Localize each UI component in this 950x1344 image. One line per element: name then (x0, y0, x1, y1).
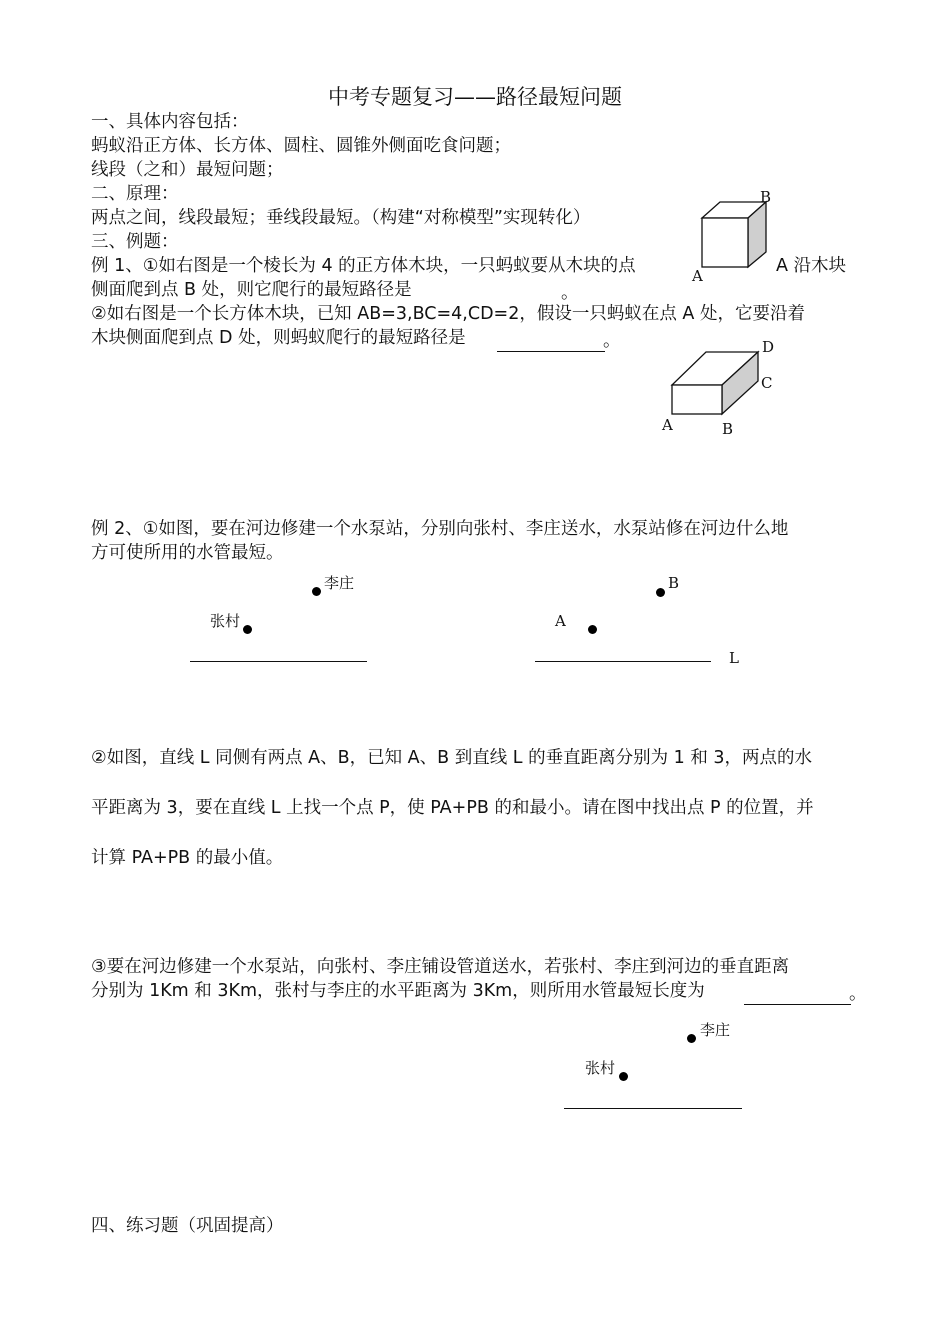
example2-part3-line1: ③要在河边修建一个水泵站，向张村、李庄铺设管道送水，若张村、李庄到河边的垂直距离 (91, 957, 790, 977)
cuboid-label-c: C (761, 374, 773, 392)
village-a-label: 张村 (210, 612, 241, 630)
example2-part1-line2: 方可使所用的水管最短。 (91, 543, 284, 563)
example1-line1: 例 1、①如右图是一个棱长为 4 的正方体木块，一只蚂蚁要从木块的点 (91, 256, 636, 276)
example2-part1-line1: 例 2、①如图，要在河边修建一个水泵站，分别向张村、李庄送水，水泵站修在河边什么地 (91, 519, 789, 539)
village-a-point (243, 625, 252, 634)
cuboid-label-a: A (662, 416, 673, 434)
principle-line: 两点之间，线段最短；垂线段最短。（构建“对称模型”实现转化） (91, 208, 591, 228)
village-b-label-2: 李庄 (700, 1021, 731, 1039)
section-heading-exercises: 四、练习题（巩固提高） (91, 1216, 284, 1236)
village-b-label: 李庄 (324, 574, 355, 592)
answer-blank-ex2-3[interactable] (744, 1004, 851, 1005)
example1-line3: ②如右图是一个长方体木块，已知 AB=3,BC=4,CD=2，假设一只蚂蚁在点 A 处，它要沿着 (91, 304, 805, 324)
river-line-1 (190, 661, 367, 662)
example2-part2-line1: ②如图，直线 L 同侧有两点 A、B，已知 A、B 到直线 L 的垂直距离分别为 1 和 3，两点的水 (91, 748, 813, 768)
section-heading-examples: 三、例题： (91, 232, 179, 252)
example1-line2: 侧面爬到点 B 处，则它爬行的最短路径是 (91, 280, 412, 300)
example1-line4-period: 。 (603, 331, 621, 351)
example2-part3-period: 。 (849, 984, 867, 1004)
example2-part3-line2: 分别为 1Km 和 3Km，张村与李庄的水平距离为 3Km，则所用水管最短长度为 (91, 981, 705, 1001)
village-b-point-2 (687, 1034, 696, 1043)
example1-line2-period: 。 (561, 283, 579, 303)
village-b-point (312, 587, 321, 596)
example2-part2-line3: 计算 PA+PB 的最小值。 (91, 848, 284, 868)
cuboid-figure (670, 350, 762, 416)
content-line-1: 蚂蚁沿正方体、长方体、圆柱、圆锥外侧面吃食问题； (91, 136, 511, 156)
line-l-label: L (729, 649, 739, 667)
village-a-label-2: 张村 (585, 1059, 616, 1077)
answer-blank-ex1-2[interactable] (497, 351, 605, 352)
river-line-3 (564, 1108, 742, 1109)
cube-label-a: A (692, 267, 703, 285)
section-heading-content: 一、具体内容包括： (91, 112, 249, 132)
cube-figure (700, 200, 770, 270)
point-b (656, 588, 665, 597)
example2-part2-line2: 平距离为 3，要在直线 L 上找一个点 P，使 PA+PB 的和最小。请在图中找出点 P 的位置，并 (91, 798, 814, 818)
page-title: 中考专题复习——路径最短问题 (328, 85, 622, 109)
point-b-label: B (668, 574, 680, 592)
cuboid-label-b: B (722, 420, 734, 438)
example1-line4: 木块侧面爬到点 D 处，则蚂蚁爬行的最短路径是 (91, 328, 466, 348)
cube-label-b: B (760, 188, 772, 206)
cuboid-label-d: D (762, 338, 775, 356)
content-line-2: 线段（之和）最短问题； (91, 160, 284, 180)
example1-line1-end: A 沿木块 (776, 256, 847, 276)
village-a-point-2 (619, 1072, 628, 1081)
line-l (535, 661, 711, 662)
section-heading-principle: 二、原理： (91, 184, 179, 204)
point-a-label: A (555, 612, 566, 630)
point-a (588, 625, 597, 634)
